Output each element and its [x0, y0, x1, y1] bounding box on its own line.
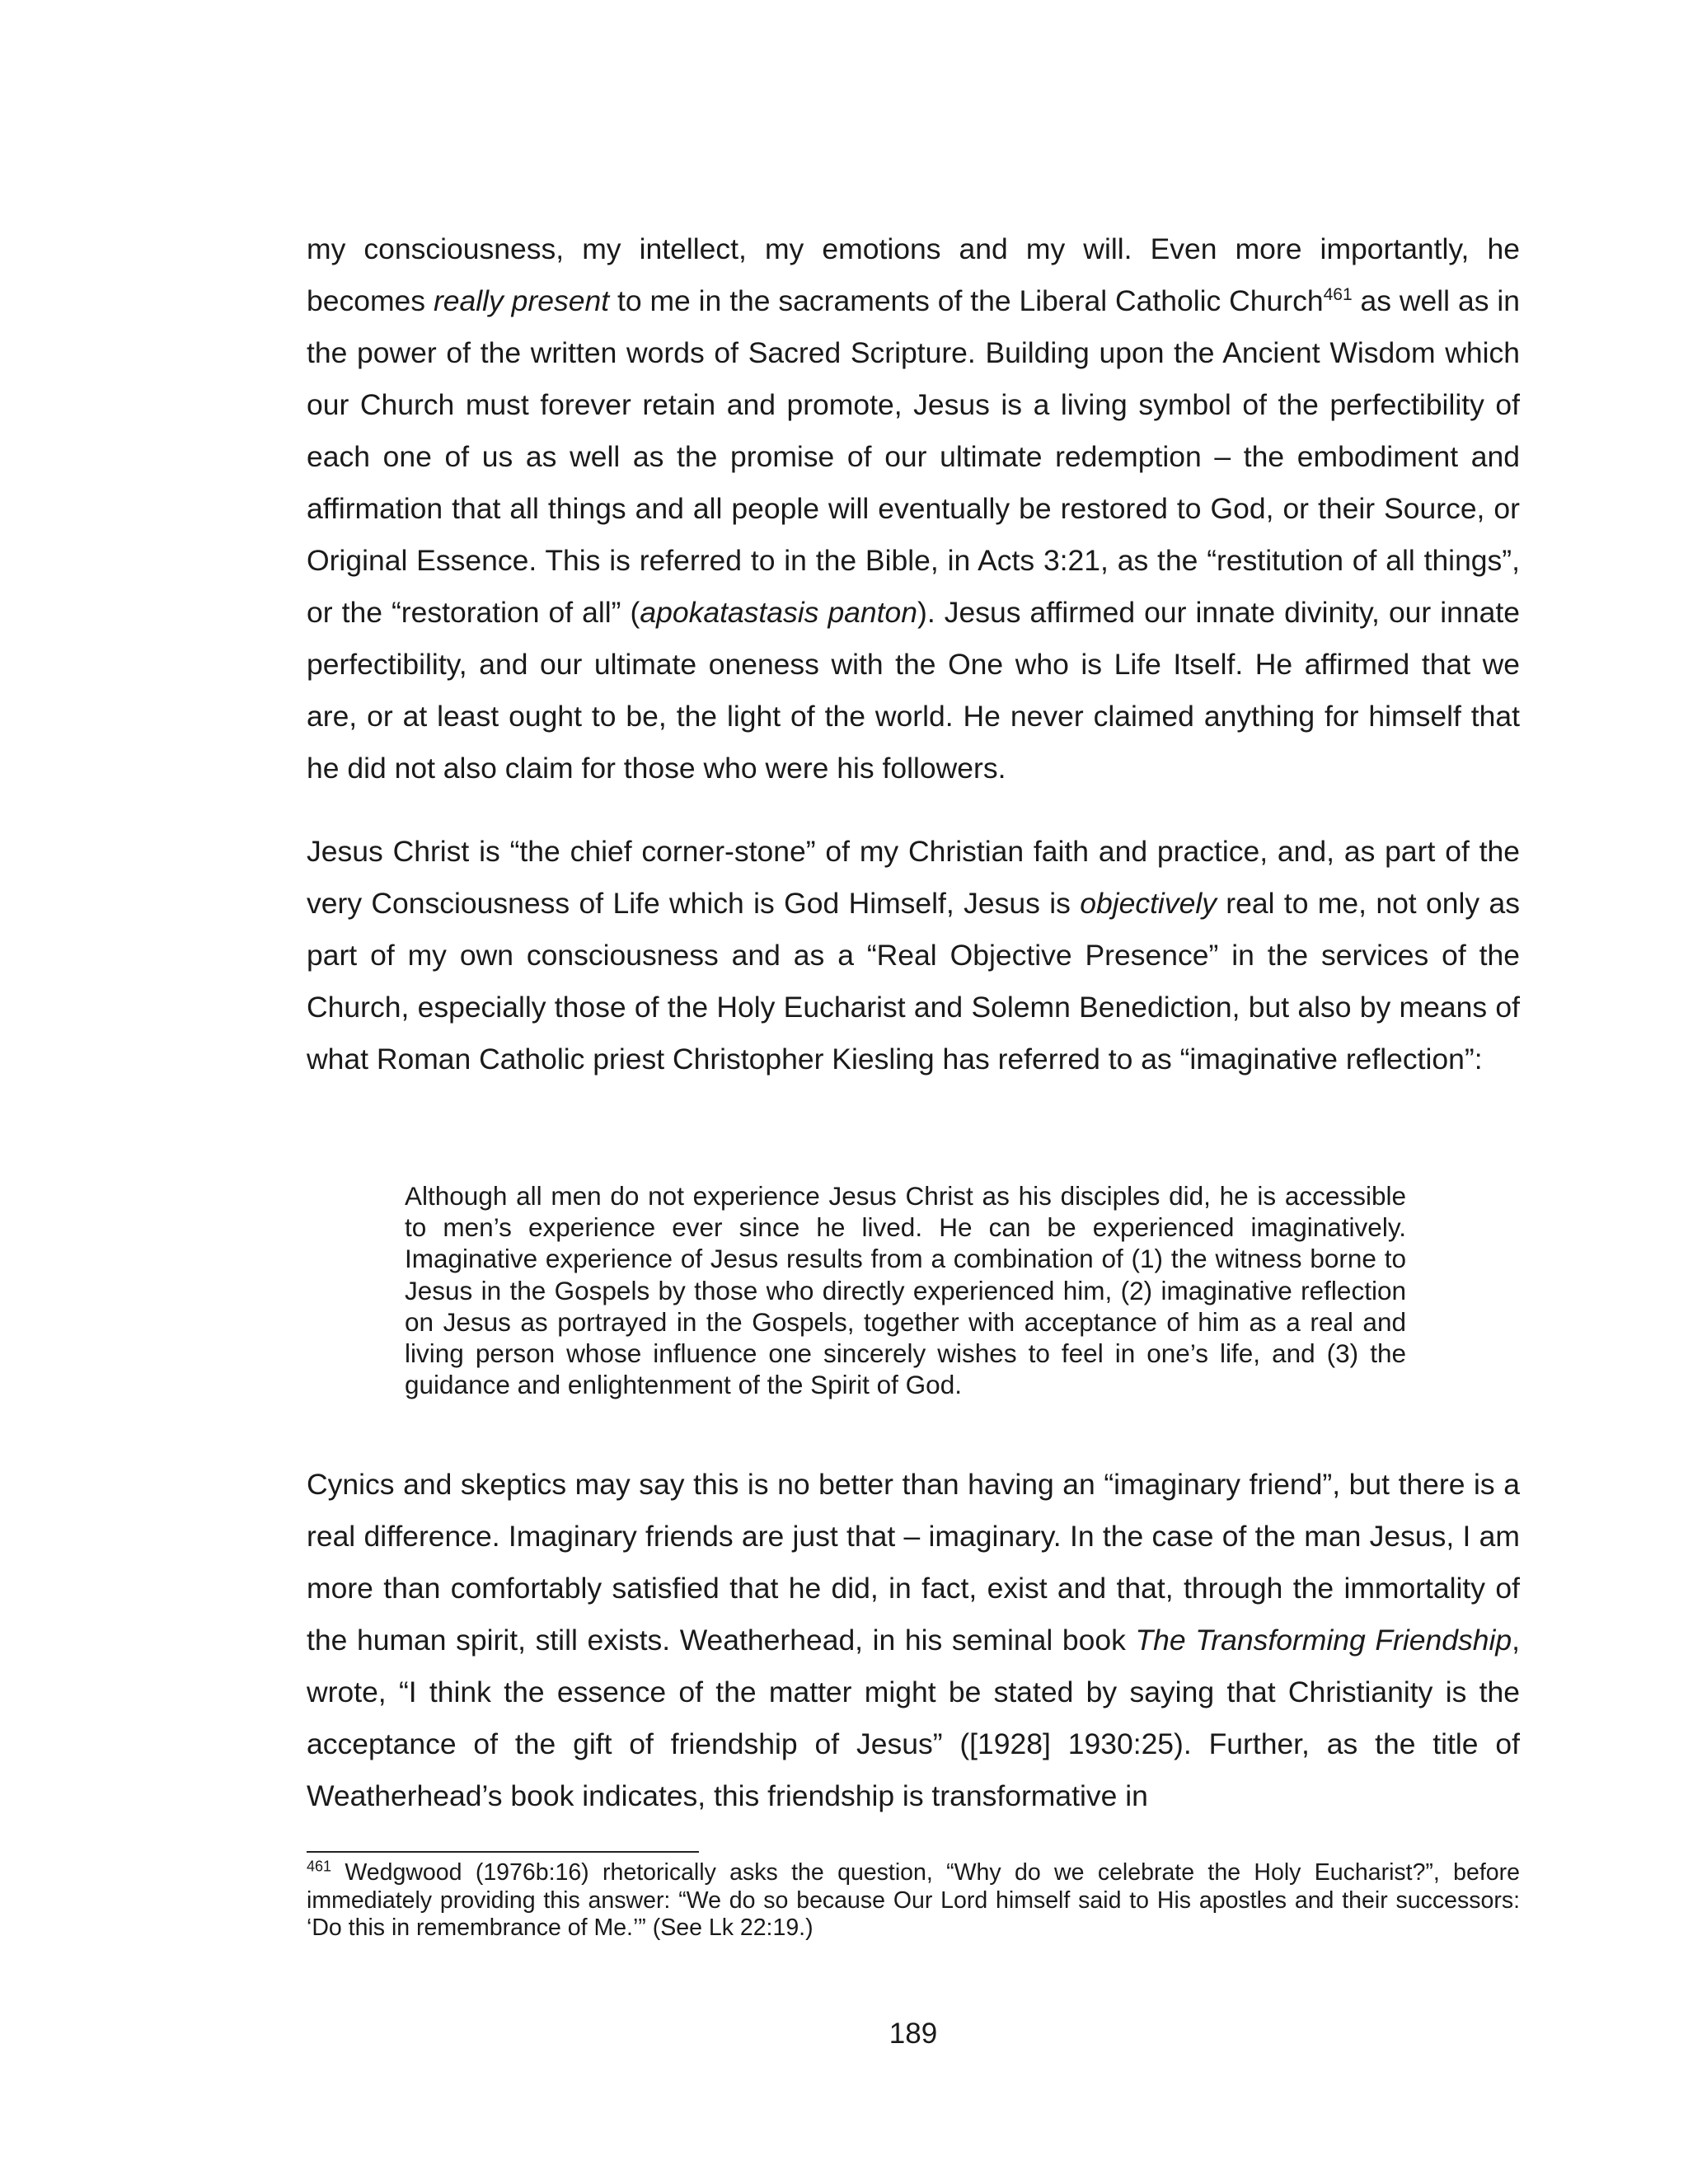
text-run: to me in the sacraments of the Liberal Catholic Church	[609, 284, 1324, 317]
block-quote: Although all men do not experience Jesus Christ as his disciples did, he is accessible to men’s experience ever since he lived. He can be experienced imaginatively. Imaginative experience of Jesus results from a combination of (1) the witness borne to Jesus in the Gospels by those who directly experienced him, (2) imaginative reflection on Jesus as portrayed in the Gospels, together with acceptance of him as a real and living person whose influence one sincerely wishes to feel in one’s life, and (3) the guidance and enlightenment of the Spirit of God.	[405, 1181, 1406, 1400]
body-paragraph-1	[307, 223, 1520, 794]
italic-phrase: really present	[433, 284, 610, 317]
footnote-marker: 461	[307, 1858, 332, 1875]
italic-phrase: apokatastasis panton	[640, 596, 918, 629]
body-paragraph-3	[307, 1459, 1520, 1822]
italic-phrase: The Transforming Friendship	[1135, 1624, 1512, 1657]
footnote-separator	[307, 1851, 699, 1853]
text-run: ). Jesus affirmed our innate divinity, our innate perfectibility, and our ultimate oneness with the One who is Life Itself. He affirmed that we are, or at least ought to be, the light of the world. He never claimed anything for himself that he did not also claim for those who were his followers.	[307, 596, 1520, 785]
text-run: Cynics and skeptics may say this is no better than having an “imaginary friend”, but there is a real difference. Imaginary friends are just that – imaginary. In the case of the man Jesus, I am more than comfortably satisfied that he did, in fact, exist and that, through the immortality of the human spirit, still exists. Weatherhead, in his seminal book	[307, 1468, 1520, 1657]
text-run: real to me, not only as part of my own consciousness and as a “Real Objective Presence” in the services of the Church, especially those of the Holy Eucharist and Solemn Benediction, but also by means of what Roman Catholic priest Christopher Kiesling has referred to as “imaginative reflection”:	[307, 887, 1520, 1076]
italic-phrase: objectively	[1080, 887, 1217, 920]
text-run: as well as in the power of the written words of Sacred Scripture. Building upon the Ancient Wisdom which our Church must forever retain and promote, Jesus is a living symbol of the perfectibility of each one of us as well as the promise of our ultimate redemption – the embodiment and affirmation that all things and all people will eventually be restored to God, or their Source, or Original Essence. This is referred to in the Bible, in Acts 3:21, as the “restitution of all things”, or the “restoration of all” (	[307, 284, 1520, 629]
page-number: 189	[889, 2018, 938, 2050]
text-run: my consciousness, my intellect, my emotions and my will. Even more importantly, he becomes	[307, 232, 1520, 317]
text-run: , wrote, “I think the essence of the matter might be stated by saying that Christianity is the acceptance of the gift of friendship of Jesus” ([1928] 1930:25). Further, as the title of Weatherhead’s book indicates, this friendship is transformative in	[307, 1624, 1520, 1812]
footnote-text: Wedgwood (1976b:16) rhetorically asks the question, “Why do we celebrate the Holy Eucharist?”, before immediately providing this answer: “We do so because Our Lord himself said to His apostles and their successors: ‘Do this in remembrance of Me.’” (See Lk 22:19.)	[307, 1859, 1520, 1941]
text-run: Jesus Christ is “the chief corner-stone” of my Christian faith and practice, and, as part of the very Consciousness of Life which is God Himself, Jesus is	[307, 835, 1520, 920]
footnote-reference: 461	[1323, 285, 1353, 305]
footnote	[307, 1859, 1520, 1943]
body-paragraph-2	[307, 826, 1520, 1085]
